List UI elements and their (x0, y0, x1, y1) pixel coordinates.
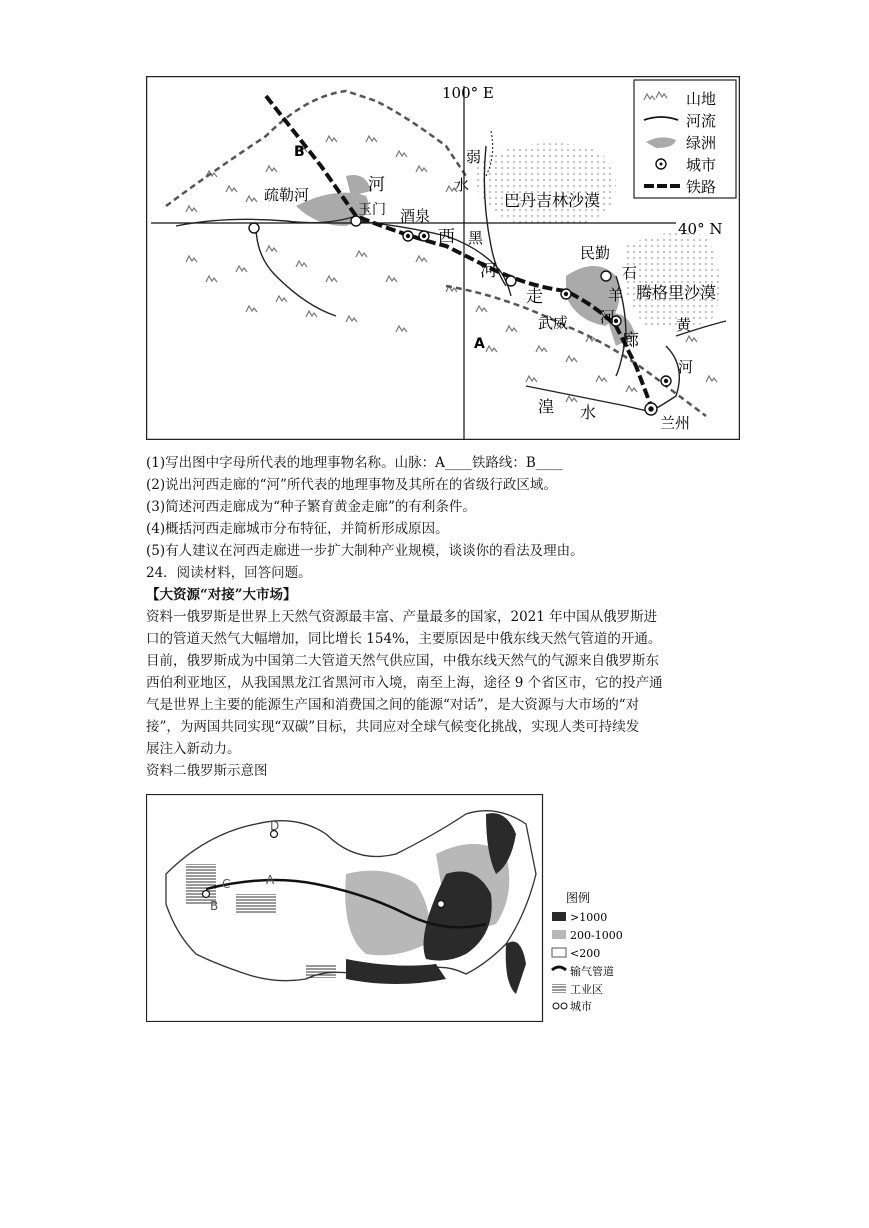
label-tengger-desert: 腾格里沙漠 (636, 283, 717, 302)
city-icon (553, 1003, 567, 1009)
meridian-label: 100° E (442, 84, 494, 102)
label-he2: 河 (480, 261, 497, 281)
label-shi: 石 (622, 264, 638, 282)
material1-line: 气是世界上主要的能源生产国和消费国之间的能源“对话”，是大资源与大市场的“对 (146, 697, 640, 713)
label-yumen: 玉门 (358, 202, 386, 218)
label-lanzhou: 兰州 (660, 414, 691, 432)
pipeline-icon (552, 967, 566, 970)
dark-fill-icon (552, 912, 566, 921)
industrial-zone (306, 964, 336, 978)
legend-label: 工业区 (570, 983, 603, 996)
material1-line: 目前，俄罗斯成为中国第二大管道天然气供应国，中俄东线天然气的气源来自俄罗斯东 (146, 653, 659, 669)
question-24-title: 24．阅读材料，回答问题。 (146, 565, 312, 581)
material2-title: 资料二俄罗斯示意图 (146, 763, 268, 779)
label-hei: 黑 (468, 229, 484, 247)
label-xi: 西 (438, 227, 455, 247)
legend-label: 绿洲 (686, 134, 717, 152)
label-shui: 水 (454, 176, 470, 194)
label-huangshui: 湟 (538, 397, 555, 416)
label-jiuquan: 酒泉 (400, 207, 431, 225)
label-he: 河 (368, 175, 385, 195)
material1-line: 口的管道天然气大幅增加，同比增长 154%，主要原因是中俄东线天然气管道的开通。 (146, 631, 662, 647)
legend-title: 图例 (566, 891, 591, 905)
legend-label: 城市 (570, 1000, 592, 1013)
industrial-zone (236, 894, 276, 914)
question-text (146, 452, 746, 782)
badain-jaran-desert (476, 143, 616, 226)
map1-legend (634, 80, 736, 198)
legend-label: 城市 (686, 156, 717, 174)
white-fill-icon (552, 948, 566, 957)
label-ruo: 弱 (466, 148, 482, 166)
question-item: (4)概括河西走廊城市分布特征，并简析形成原因。 (146, 521, 449, 537)
legend-label: 铁路 (686, 178, 717, 196)
parallel-label: 40° N (678, 220, 723, 238)
industrial-zone (186, 864, 216, 904)
legend-label: 200-1000 (570, 929, 623, 942)
label-shule-river: 疏勒河 (264, 186, 310, 204)
hexi-corridor-map (146, 76, 740, 440)
question-item: (2)说出河西走廊的“河”所代表的地理事物及其所在的省级行政区域。 (146, 477, 557, 493)
map2-label-B: B (210, 899, 219, 913)
question-item: (5)有人建议在河西走廊进一步扩大制种产业规模，谈谈你的看法及理由。 (146, 543, 584, 559)
map2-label-A: A (266, 873, 275, 887)
city-icon (656, 159, 666, 169)
legend-label: <200 (570, 947, 601, 960)
gray-fill-icon (552, 930, 566, 939)
label-shui2: 水 (580, 403, 597, 422)
label-zou: 走 (526, 287, 543, 307)
label-huang: 黄 (676, 316, 692, 334)
label-B: B (294, 144, 305, 160)
label-lang: 廊 (622, 331, 639, 351)
legend-label: >1000 (570, 911, 608, 924)
material1-line: 西伯利亚地区，从我国黑龙江省黑河市入境，南至上海，途径 9 个省区市，它的投产通 (146, 675, 663, 691)
label-A: A (474, 336, 485, 352)
russia-map (146, 794, 642, 1022)
map2-label-D: D (270, 819, 280, 833)
label-he3: 河 (600, 308, 616, 326)
legend-label: 山地 (686, 90, 717, 108)
legend-label: 河流 (686, 112, 717, 130)
label-wuwei: 武威 (538, 314, 569, 332)
material1-line: 展注入新动力。 (146, 741, 241, 757)
map2-label-C: C (222, 877, 231, 891)
industrial-zone-icon (552, 984, 566, 993)
label-yang: 羊 (608, 286, 624, 304)
tengger-desert (624, 233, 720, 330)
legend-label: 输气管道 (570, 965, 614, 978)
label-badain-desert: 巴丹吉林沙漠 (504, 191, 601, 210)
material1-line: 资料一俄罗斯是世界上天然气资源最丰富、产量最多的国家，2021 年中国从俄罗斯进 (146, 609, 658, 625)
material1-line: 接”，为两国共同实现“双碳”目标，共同应对全球气候变化挑战，实现人类可持续发 (146, 719, 640, 735)
label-he4: 河 (678, 358, 694, 376)
label-minqin: 民勤 (580, 244, 611, 262)
section-title: 【大资源“对接”大市场】 (146, 587, 297, 603)
question-item: (1)写出图中字母所代表的地理事物名称。山脉：A____铁路线：B____ (146, 455, 563, 471)
question-item: (3)简述河西走廊成为“种子繁育黄金走廊”的有利条件。 (146, 499, 476, 515)
map2-legend (552, 890, 623, 1013)
